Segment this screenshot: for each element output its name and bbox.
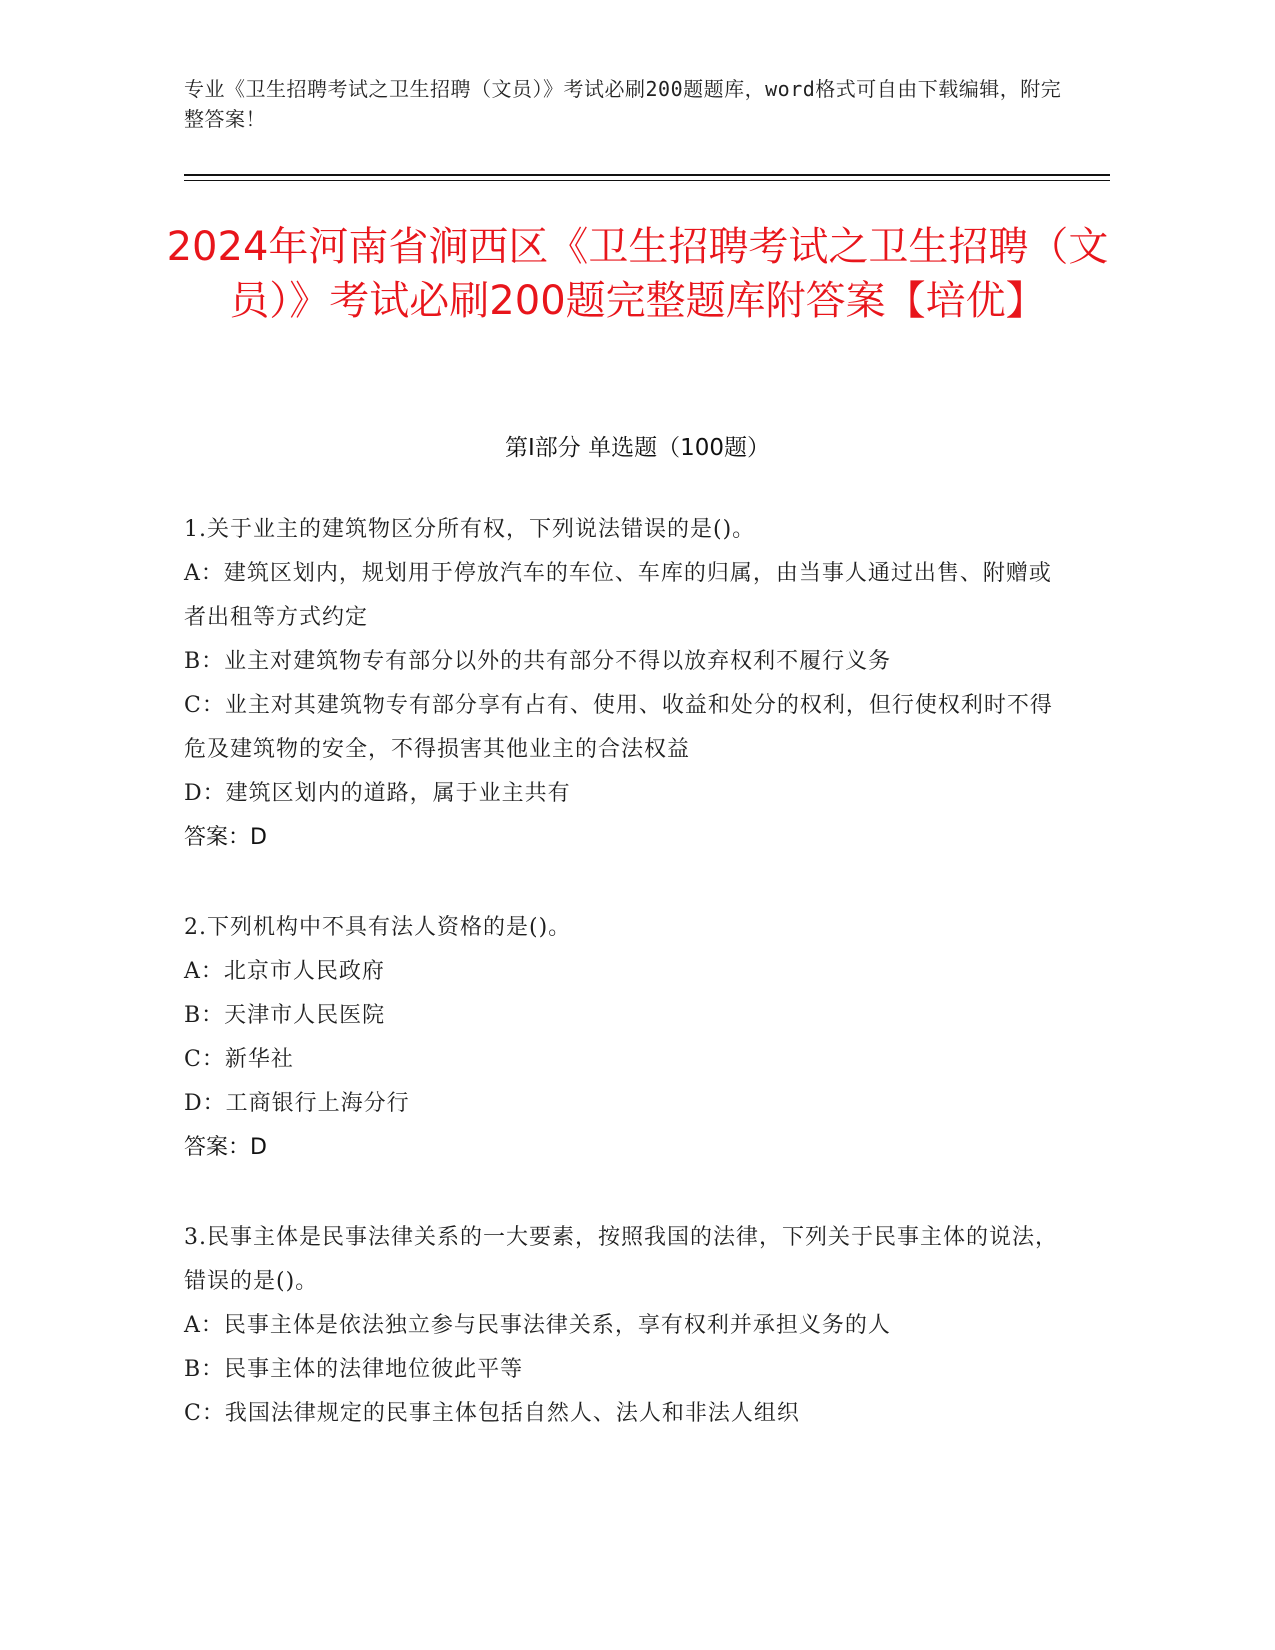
question-stem: 3.民事主体是民事法律关系的一大要素，按照我国的法律，下列关于民事主体的说法，错误的是()。 [184, 1225, 1058, 1294]
option-a: A：建筑区划内，规划用于停放汽车的车位、车库的归属，由当事人通过出售、附赠或者出租等方式约定 [184, 561, 1052, 630]
document-title: 2024年河南省涧西区《卫生招聘考试之卫生招聘（文员）》考试必刷200题完整题库附答案【培优】 [166, 224, 1109, 324]
header-divider-top [184, 174, 1110, 176]
option-a: A：北京市人民政府 [184, 959, 385, 984]
option-b: B：业主对建筑物专有部分以外的共有部分不得以放弃权利不履行义务 [184, 649, 892, 674]
option-c: C：新华社 [184, 1047, 294, 1072]
option-d: D：工商银行上海分行 [184, 1091, 410, 1116]
option-b: B：民事主体的法律地位彼此平等 [184, 1357, 524, 1382]
question-stem: 2.下列机构中不具有法人资格的是()。 [184, 915, 572, 940]
answer: 答案：D [184, 1135, 267, 1160]
option-d: D：建筑区划内的道路，属于业主共有 [184, 781, 571, 806]
question-stem: 1.关于业主的建筑物区分所有权，下列说法错误的是()。 [184, 517, 756, 542]
header-divider-bottom [184, 180, 1110, 181]
option-a: A：民事主体是依法独立参与民事法律关系，享有权利并承担义务的人 [184, 1313, 891, 1338]
header-note: 专业《卫生招聘考试之卫生招聘（文员）》考试必刷200题题库，word格式可自由下载编辑，附完整答案！ [184, 77, 1062, 131]
answer: 答案：D [184, 825, 267, 850]
question-3 [184, 1216, 1064, 1436]
option-b: B：天津市人民医院 [184, 1003, 386, 1028]
section-title: 第I部分 单选题（100题） [505, 435, 770, 461]
option-c: C：我国法律规定的民事主体包括自然人、法人和非法人组织 [184, 1401, 800, 1426]
question-2 [184, 906, 1064, 1170]
option-c: C：业主对其建筑物专有部分享有占有、使用、收益和处分的权利，但行使权利时不得危及建筑物的安全，不得损害其他业主的合法权益 [184, 693, 1053, 762]
question-list [184, 508, 1064, 1482]
question-1 [184, 508, 1064, 860]
